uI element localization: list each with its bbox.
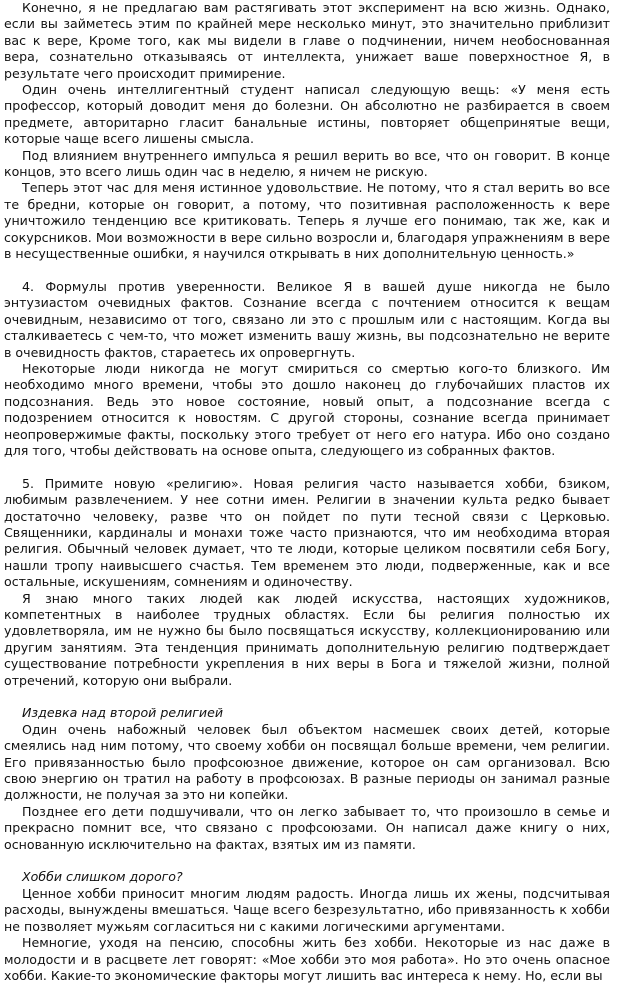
- paragraph: Позднее его дети подшучивали, что он легко забывает то, что произошло в семье и прекрасно помнит все, что связано с профсоюзами. Он написал даже книгу о них, основанную исключительно на фактах, взятых им из памяти.: [4, 803, 610, 852]
- paragraph: Некоторые люди никогда не могут смириться со смертью кого-то близкого. Им необходимо много времени, чтобы это дошло наконец до глубочайших пластов их подсознания. Ведь это новое состояние, новый опыт, а подсознание всегда с подозрением относится к новостям. С другой стороны, сознание всегда принимает неопровержимые факты, поскольку этого требует от него его натура. Ибо оно создано для того, чтобы действовать на основе опыта, следующего из собранных фактов.: [4, 360, 610, 458]
- section-subheading: Хобби слишком дорого?: [22, 869, 183, 885]
- section-subheading: Издевка над второй религией: [22, 705, 224, 721]
- paragraph-gap: [4, 689, 610, 705]
- paragraph-gap: [4, 853, 610, 869]
- paragraph: Конечно, я не предлагаю вам растягивать этот эксперимент на всю жизнь. Однако, если вы займетесь этим по крайней мере несколько минут, это значительно приблизит вас к вере, Кроме того, как мы видели в главе о подчинении, ничем необоснованная вера, сознательно отказываясь от интеллекта, унижает ваше поверхностное Я, в результате чего происходит примирение.: [4, 0, 610, 81]
- paragraph: Ценное хобби приносит многим людям радость. Иногда лишь их жены, подсчитывая расходы, вынуждены вмешаться. Чаще всего безрезультатно, ибо привязанность к хобби не позволяет мужьям согласиться ни с какими логическими аргументами.: [4, 885, 610, 934]
- paragraph: Теперь этот час для меня истинное удовольствие. Не потому, что я стал верить во все те бредни, которые он говорит, а потому, что позитивная расположенность к вере уничтожило тенденцию все критиковать. Теперь я лучше его понимаю, так же, как и сокурсников. Мои возможности в вере сильно возросли и, благодаря упражнениям в вере в несущественные ошибки, я научился открывать в них дополнительную ценность.»: [4, 180, 610, 262]
- paragraph: Под влиянием внутреннего импульса я решил верить во все, что он говорит. В конце концов, это всего лишь один час в неделю, я ничем не рискую.: [4, 147, 610, 180]
- paragraph: 4. Формулы против уверенности. Великое Я в вашей душе никогда не было энтузиастом очевидных фактов. Сознание всегда с почтением относится к вещам очевидным, независимо от того, связано ли это с прошлым или с настоящим. Когда вы сталкиваетесь с чем-то, что может изменить вашу жизнь, вы подсознательно не верите в очевидность фактов, стараетесь их опровергнуть.: [4, 278, 610, 360]
- paragraph: 5. Примите новую «религию». Новая религия часто называется хобби, бзиком, любимым развлечением. У нее сотни имен. Религии в значении культа редко бывает достаточно человеку, разве что он пойдет по пути тесной связи с Церковью. Священники, кардиналы и монахи тоже часто признаются, что им необходима вторая религия. Обычный человек думает, что те люди, которые целиком посвятили себя Богу, нашли тропу наивысшего счастья. Тем временем это люди, подверженные, как и все остальные, искушениям, сомнениям и одиночеству.: [4, 475, 610, 590]
- paragraph: Я знаю много таких людей как людей искусства, настоящих художников, компетентных в наиболее трудных областях. Если бы религия полностью их удовлетворяла, им не нужно бы было посвящаться искусству, коллекционированию или другим занятиям. Эта тенденция принимать дополнительную религию подтверждает существование потребности укрепления в них веры в Бога и тяжелой жизни, полной отречений, которую они выбрали.: [4, 590, 610, 688]
- paragraph: Один очень интеллигентный студент написал следующую вещь: «У меня есть профессор, который доводит меня до болезни. Он абсолютно не разбирается в своем предмете, авторитарно гласит банальные истины, повторяет общепринятые вещи, которые чаще всего лишены смысла.: [4, 82, 610, 147]
- paragraph: Один очень набожный человек был объектом насмешек своих детей, которые смеялись над ним потому, что своему хобби он посвящал больше времени, чем религии. Его привязанностью было профсоюзное движение, которое он сам организовал. Всю свою энергию он тратил на работу в профсоюзах. В разные периоды он занимал разные должности, не получая за это ни копейки.: [4, 721, 610, 803]
- paragraph-gap: [4, 459, 610, 475]
- paragraph: Немногие, уходя на пенсию, способны жить без хобби. Некоторые из нас даже в молодости и в расцвете лет говорят: «Мое хобби это моя работа». Но это очень опасное хобби. Какие-то экономические факторы могут лишить вас интереса к нему. Но, если вы: [4, 935, 610, 983]
- paragraph-gap: [4, 263, 610, 279]
